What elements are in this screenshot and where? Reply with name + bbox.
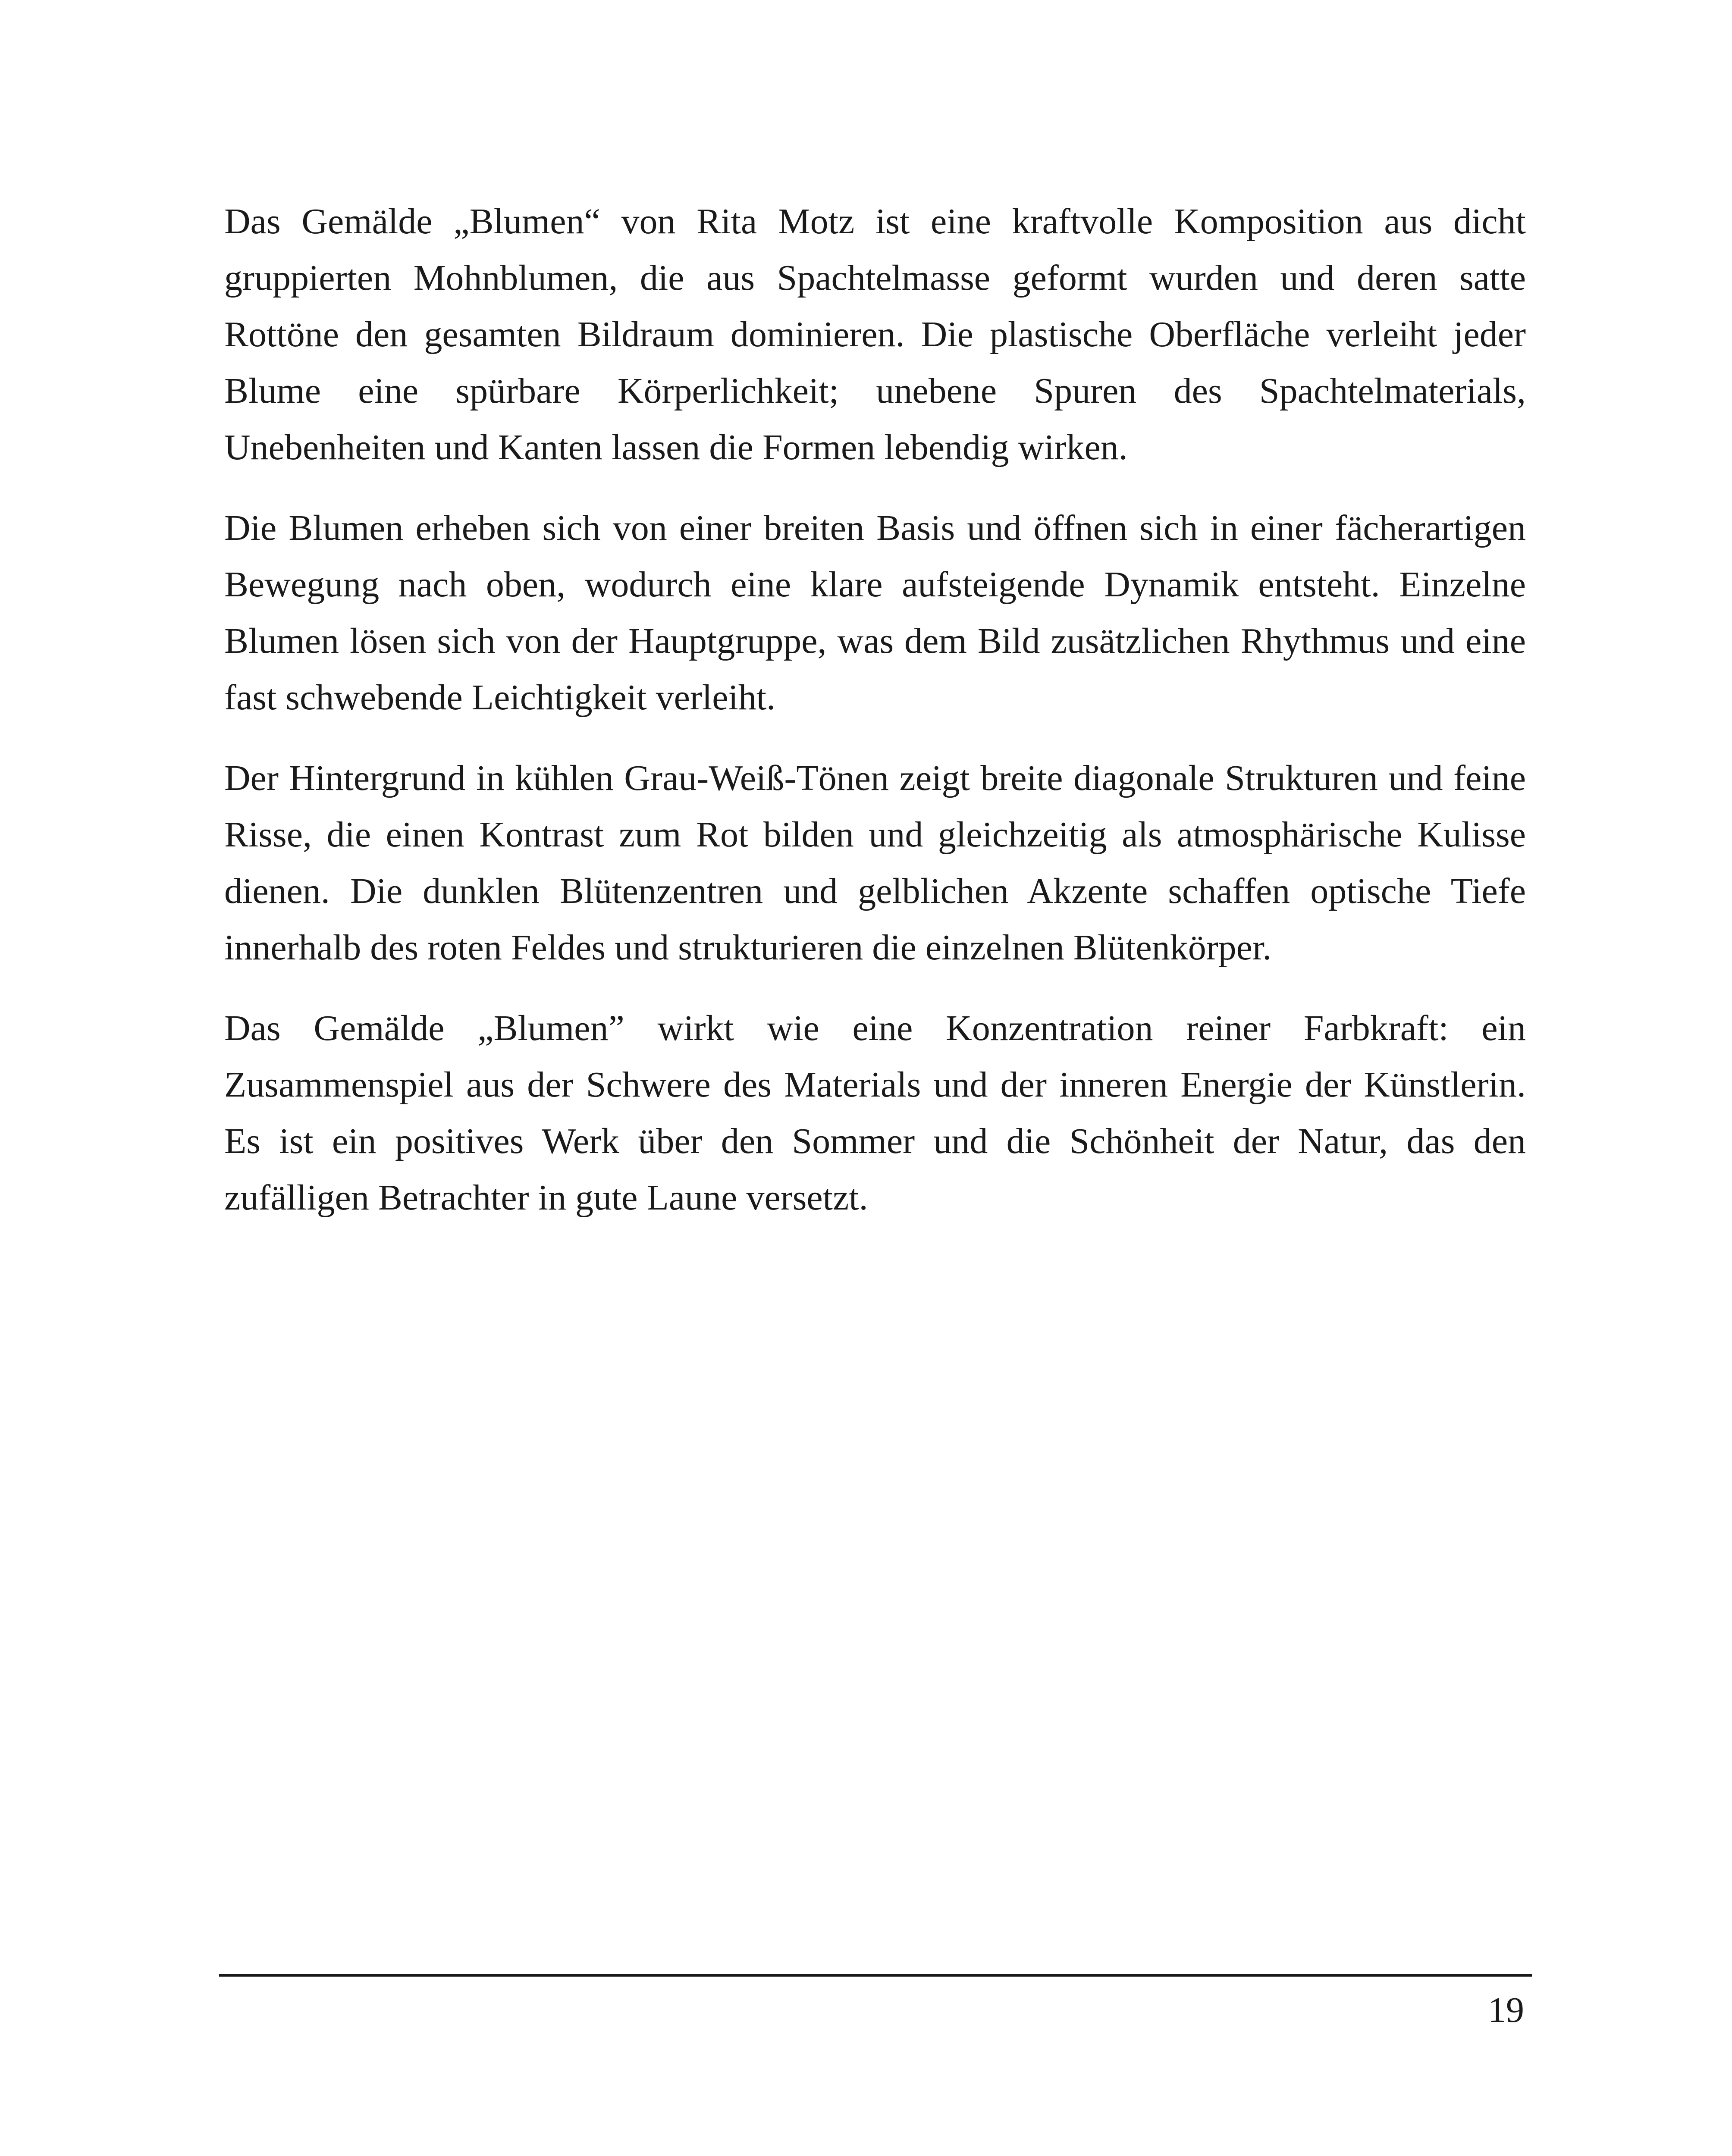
- paragraph-2: Die Blumen erheben sich von einer breiten Basis und öffnen sich in einer fächerartigen Bewegung nach oben, wodurch eine klare aufsteigende Dynamik entsteht. Einzelne Blumen lösen sich von der Hauptgruppe, was dem Bild zusätzlichen Rhythmus und eine fast schwebende Leichtigkeit verleiht.: [224, 508, 1526, 718]
- paragraph-3: Der Hintergrund in kühlen Grau-Weiß-Tönen zeigt breite diagonale Strukturen und feine Risse, die einen Kontrast zum Rot bilden und gleichzeitig als atmosphärische Kulisse dienen. Die dunklen Blütenzentren und gelblichen Akzente schaffen optische Tiefe innerhalb des roten Feldes und strukturieren die einzelnen Blütenkörper.: [224, 758, 1526, 968]
- paragraph-4: Das Gemälde „Blumen” wirkt wie eine Konzentration reiner Farbkraft: ein Zusammenspiel aus der Schwere des Materials und der inneren Energie der Künstlerin. Es ist ein positives Werk über den Sommer und die Schönheit der Natur, das den zufälligen Betrachter in gute Laune versetzt.: [224, 1008, 1526, 1218]
- footer-divider: [219, 1974, 1532, 1977]
- paragraph-1: Das Gemälde „Blumen“ von Rita Motz ist eine kraftvolle Komposition aus dicht gruppierten Mohnblumen, die aus Spachtelmasse geformt wurden und deren satte Rottöne den gesamten Bildraum dominieren. Die plastische Oberfläche verleiht jeder Blume eine spürbare Körperlichkeit; unebene Spuren des Spachtelmaterials, Unebenheiten und Kanten lassen die Formen lebendig wirken.: [224, 201, 1526, 467]
- page-number: 19: [1488, 1990, 1524, 2030]
- body-text: [224, 193, 1526, 1250]
